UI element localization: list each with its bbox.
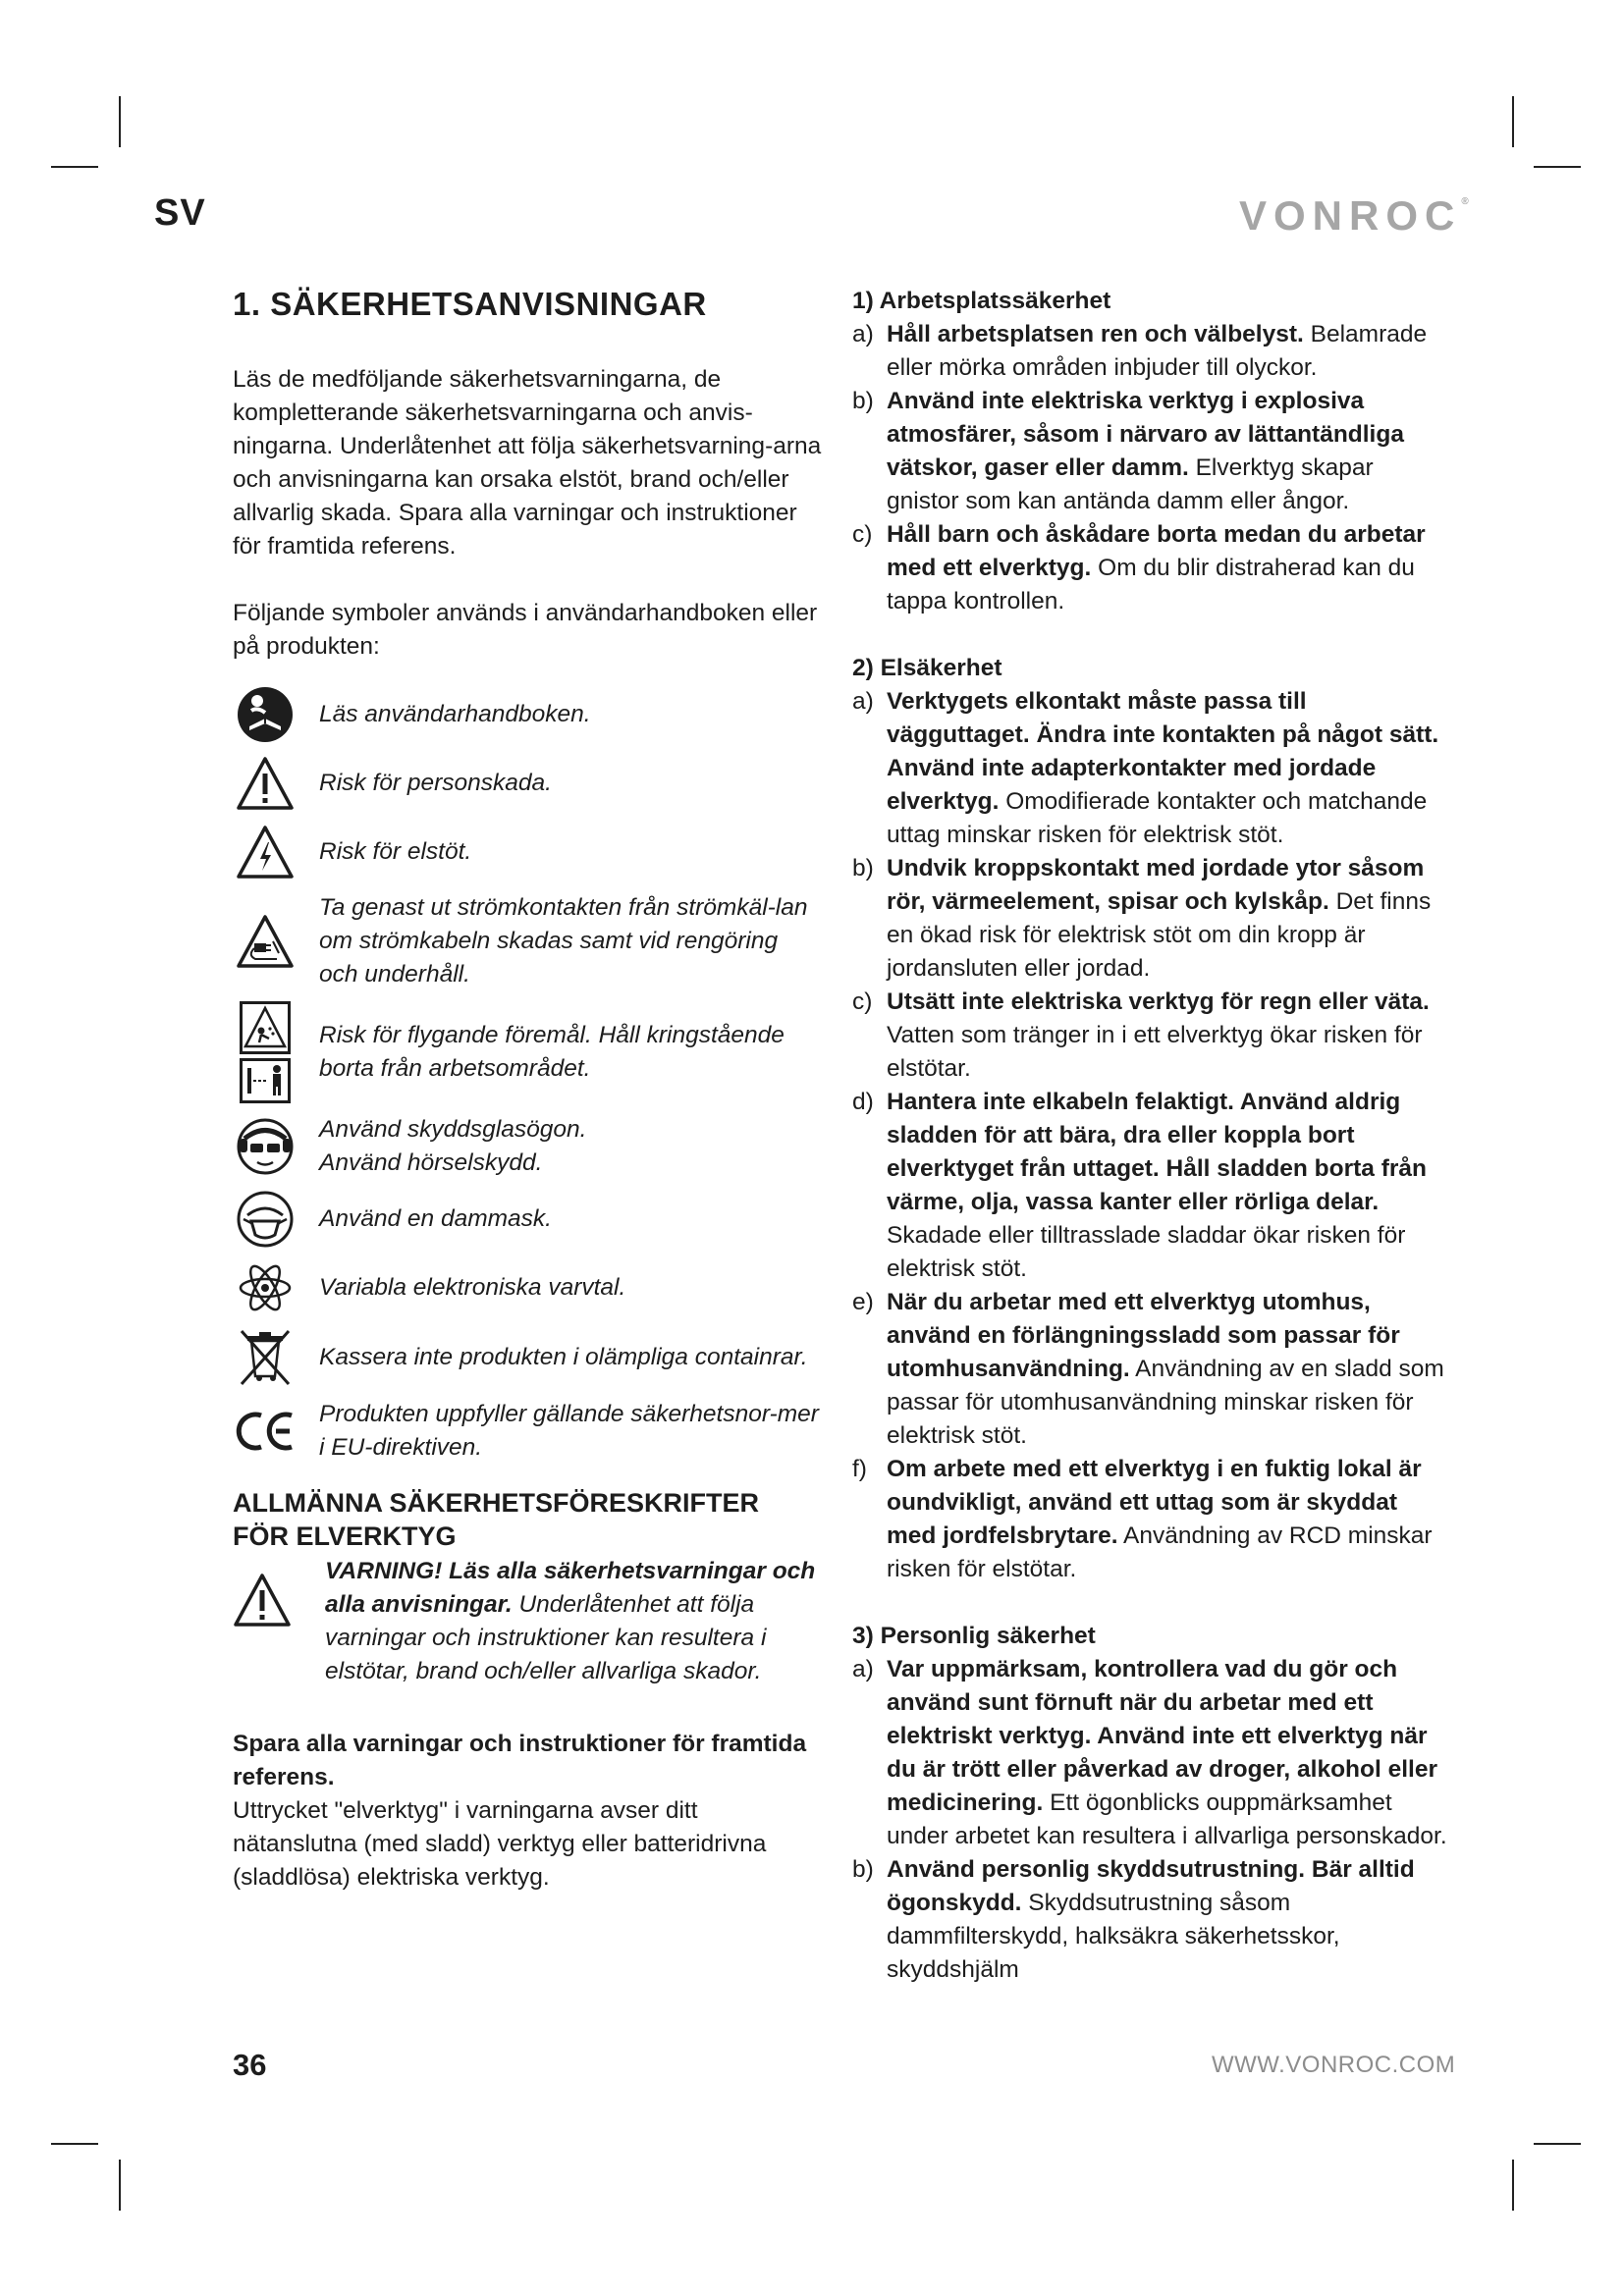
list-item [852,1453,1451,1586]
item-bold: Undvik kroppskontakt med jordade ytor såsom rör, värmeelement, spisar och kylskåp. [887,855,1425,915]
list-item [852,852,1451,986]
item-bold: Hantera inte elkabeln felaktigt. Använd aldrig sladden för att bära, dra eller koppla bort elverktyget från uttaget. Håll sladden borta från värme, olja, vassa kanter eller rörliga delar. [887,1089,1428,1215]
term-definition: Uttrycket "elverktyg" i varningarna avser ditt nätanslutna (med sladd) verktyg eller batteridrivna (sladdlösa) elektriska verktyg. [233,1797,767,1891]
item-letter: d) [852,1089,874,1115]
item-letter: e) [852,1289,874,1315]
list-item [852,518,1451,618]
read-manual-icon [233,685,298,744]
crop-mark [1512,2160,1514,2211]
list-item [852,318,1451,385]
crop-mark [1534,166,1581,168]
list-item [852,1853,1451,1987]
item-letter: b) [852,855,874,881]
section-heading: 1) Arbetsplatssäkerhet [852,288,1111,314]
list-item [233,1190,822,1249]
list-item [852,685,1451,852]
crop-mark [119,2160,121,2211]
section-heading: ALLMÄNNA SÄKERHETSFÖRESKRIFTER FÖR ELVERKTYG [233,1488,759,1551]
warning-block [233,1555,822,1688]
warning-rest: Underlåtenhet att följa varningar och instruktioner kan resultera i elstötar, brand och/eller allvarliga skador. [325,1591,767,1684]
symbol-text: Läs användarhandboken. [319,701,591,727]
dust-mask-icon [233,1190,298,1249]
item-bold: Håll arbetsplatsen ren och välbelyst. [887,321,1304,347]
flying-objects-icon [233,1001,298,1103]
list-item [233,1113,822,1180]
item-text: Ett ögonblicks ouppmärksamhet under arbetet kan resultera i allvarliga personskador. [887,1789,1447,1849]
list-item [233,1398,822,1465]
crop-mark [51,166,98,168]
symbols-intro: Följande symboler används i användarhandboken eller på produkten: [233,600,818,660]
right-column [852,285,1451,1987]
item-bold: Verktygets elkontakt måste passa till vägguttaget. Ändra inte kontakten på något sätt. Använd inte adapterkontakter med jordade elverktyg. [887,688,1439,815]
left-column [233,285,822,1895]
item-text: Användning av en sladd som passar för utomhusanvändning minskar risken för elektrisk stöt. [887,1356,1444,1449]
list-item [233,1327,822,1388]
page-title: 1. SÄKERHETSANVISNINGAR [233,286,707,322]
item-letter: c) [852,988,873,1015]
item-letter: c) [852,521,873,548]
item-bold: När du arbetar med ett elverktyg utomhus, använd en förlängningssladd som passar för utomhusanvändning. [887,1289,1400,1382]
item-text: Det finns en ökad risk för elektrisk stöt om din kropp är jordansluten eller jordad. [887,888,1432,982]
symbol-text: Använd en dammask. [319,1205,552,1232]
list-item [233,685,822,744]
crop-mark [119,96,121,147]
list-item [233,1258,822,1317]
crop-mark [1512,96,1514,147]
item-letter: a) [852,1656,874,1682]
symbol-text: Variabla elektroniska varvtal. [319,1274,626,1301]
item-letter: a) [852,321,874,347]
electric-shock-icon [233,825,298,880]
list-item [233,754,822,813]
symbol-text: Använd skyddsglasögon. Använd hörselskydd. [319,1116,587,1176]
list-item [852,1653,1451,1853]
item-letter: b) [852,1856,874,1883]
warning-icon [233,1555,298,1688]
ce-mark-icon [233,1410,298,1453]
item-bold: Var uppmärksam, kontrollera vad du gör och använd sunt förnuft när du arbetar med ett elektriskt verktyg. Använd inte ett elverktyg när du är trött eller påverkad av droger, alkohol eller medicinering. [887,1656,1437,1816]
section-heading: 3) Personlig säkerhet [852,1623,1096,1649]
item-letter: a) [852,688,874,715]
symbol-text: Produkten uppfyller gällande säkerhetsnor-mer i EU-direktiven. [319,1401,819,1461]
item-bold: Om arbete med ett elverktyg i en fuktig lokal är oundvikligt, använd ett uttag som är skyddat med jordfelsbrytare. [887,1456,1422,1549]
website-url: WWW.VONROC.COM [1212,2052,1456,2078]
item-text: Skadade eller tilltrasslade sladdar ökar risken för elektrisk stöt. [887,1222,1406,1282]
intro-paragraph: Läs de medföljande säkerhetsvarningarna, de kompletterande säkerhetsvarningarna och anvis-ningarna. Underlåtenhet att följa säkerhetsvarning-arna och anvisningarna kan orsaka elstöt, brand och/eller allvarlig skada. Spara alla varningar och instruktioner för framtida referens. [233,366,822,560]
item-text: Användning av RCD minskar risken för elstötar. [887,1522,1433,1582]
item-bold: Använd personlig skyddsutrustning. Bär alltid ögonskydd. [887,1856,1415,1916]
list-item [233,891,822,991]
list-item [233,1001,822,1103]
symbol-text: Kassera inte produkten i olämpliga containrar. [319,1344,808,1370]
symbol-text: Risk för elstöt. [319,838,472,865]
warning-bold: VARNING! Läs alla säkerhetsvarningar och alla anvisningar. [325,1558,816,1618]
warning-icon [233,756,298,811]
language-code: SV [154,192,206,234]
brand-logo: VONROC® [1239,192,1469,239]
page-number: 36 [233,2048,267,2082]
symbol-text: Risk för flygande föremål. Håll kringstående borta från arbetsområdet. [319,1022,785,1082]
item-letter: f) [852,1456,867,1482]
item-bold: Utsätt inte elektriska verktyg för regn eller väta. [887,988,1430,1015]
crop-mark [51,2143,98,2145]
list-item [852,986,1451,1086]
section-heading: 2) Elsäkerhet [852,655,1002,681]
item-text: Om du blir distraherad kan du tappa kontrollen. [887,555,1415,614]
variable-speed-icon [233,1260,298,1315]
item-letter: b) [852,388,874,414]
item-bold: Håll barn och åskådare borta medan du arbetar med ett elverktyg. [887,521,1426,581]
item-text: Vatten som tränger in i ett elverktyg ökar risken för elstötar. [887,1022,1423,1082]
list-item [233,823,822,881]
item-text: Omodifierade kontakter och matchande uttag minskar risken för elektrisk stöt. [887,788,1428,848]
symbol-text: Ta genast ut strömkontakten från strömkäl-lan om strömkabeln skadas samt vid rengöring och underhåll. [319,894,808,988]
item-text: Belamrade eller mörka områden inbjuder till olyckor. [887,321,1428,381]
symbol-list [233,685,822,1465]
symbol-text: Risk för personskada. [319,770,552,796]
warning-text [315,1555,822,1688]
goggles-ear-protection-icon [233,1117,298,1176]
list-item [852,1086,1451,1286]
save-instructions: Spara alla varningar och instruktioner för framtida referens. [233,1731,807,1790]
unplug-icon [233,914,298,969]
crop-mark [1534,2143,1581,2145]
item-text: Elverktyg skapar gnistor som kan antända damm eller ångor. [887,454,1374,514]
list-item [852,385,1451,518]
list-item [852,1286,1451,1453]
item-bold: Använd inte elektriska verktyg i explosiva atmosfärer, såsom i närvaro av lättantändliga vätskor, gaser eller damm. [887,388,1404,481]
item-text: Skyddsutrustning såsom dammfilterskydd, halksäkra säkerhetsskor, skyddshjälm [887,1890,1340,1983]
weee-bin-icon [233,1327,298,1388]
